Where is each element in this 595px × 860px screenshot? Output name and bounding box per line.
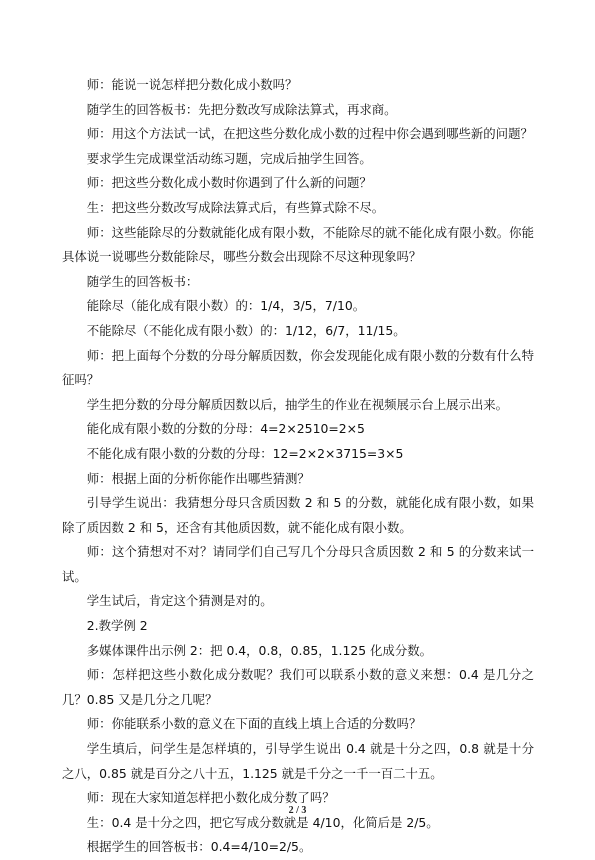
section-heading: 2.教学例 2 <box>86 618 148 634</box>
paragraph: 学生填后，问学生是怎样填的，引导学生说出 0.4 就是十分之四，0.8 就是十分之八，0.85 就是百分之八十五，1.125 就是千分之一千一百二十五。 <box>62 741 534 781</box>
paragraph: 师：你能联系小数的意义在下面的直线上填上合适的分数吗？ <box>86 716 422 732</box>
paragraph: 师：根据上面的分析你能作出哪些猜测？ <box>86 470 310 486</box>
paragraph: 师：现在大家知道怎样把小数化成分数了吗？ <box>86 790 335 806</box>
paragraph: 师：这些能除尽的分数就能化成有限小数，不能除尽的就不能化成有限小数。你能具体说一说哪些分数能除尽，哪些分数会出现除不尽这种现象吗？ <box>62 224 534 265</box>
paragraph: 学生试后，肯定这个猜测是对的。 <box>86 593 273 609</box>
paragraph: 生：把这些分数改写成除法算式后，有些算式除不尽。 <box>86 199 385 215</box>
paragraph: 根据学生的回答板书：0.4=4/10=2/5。 <box>86 839 312 855</box>
paragraph: 不能化成有限小数的分数的分母：12=2×2×3715=3×5 <box>86 445 404 461</box>
paragraph: 生：0.4 是十分之四，把它写成分数就是 4/10，化简后是 2/5。 <box>86 814 439 830</box>
paragraph: 能化成有限小数的分数的分母：4=2×2510=2×5 <box>86 421 365 437</box>
page-number: 2 / 3 <box>288 805 307 816</box>
paragraph: 学生把分数的分母分解质因数以后，抽学生的作业在视频展示台上展示出来。 <box>86 396 509 412</box>
paragraph: 多媒体课件出示例 2：把 0.4，0.8，0.85，1.125 化成分数。 <box>86 642 432 658</box>
body-text <box>62 73 534 860</box>
paragraph: 师：这个猜想对不对？请同学们自己写几个分母只含质因数 2 和 5 的分数来试一试。 <box>62 544 534 584</box>
paragraph: 引导学生说出：我猜想分母只含质因数 2 和 5 的分数，就能化成有限小数，如果除了质因数 2 和 5，还含有其他质因数，就不能化成有限小数。 <box>62 495 534 535</box>
paragraph: 师：怎样把这些小数化成分数呢？我们可以联系小数的意义来想：0.4 是几分之几？0.85 又是几分之几呢？ <box>62 667 534 707</box>
paragraph: 不能除尽（不能化成有限小数）的：1/12，6/7，11/15。 <box>86 322 406 338</box>
paragraph: 师：能说一说怎样把分数化成小数吗？ <box>86 77 298 92</box>
paragraph: 随学生的回答板书：先把分数改写成除法算式，再求商。 <box>86 101 397 117</box>
paragraph: 随学生的回答板书： <box>86 273 199 289</box>
paragraph: 要求学生完成课堂活动练习题，完成后抽学生回答。 <box>86 150 372 166</box>
paragraph: 师：把这些分数化成小数时你遇到了什么新的问题？ <box>86 175 372 191</box>
paragraph: 师：用这个方法试一试，在把这些分数化成小数的过程中你会遇到哪些新的问题？ <box>86 126 533 142</box>
paragraph: 能除尽（能化成有限小数）的：1/4，3/5，7/10。 <box>86 298 366 314</box>
paragraph: 师：把上面每个分数的分母分解质因数，你会发现能化成有限小数的分数有什么特征吗？ <box>62 347 534 388</box>
